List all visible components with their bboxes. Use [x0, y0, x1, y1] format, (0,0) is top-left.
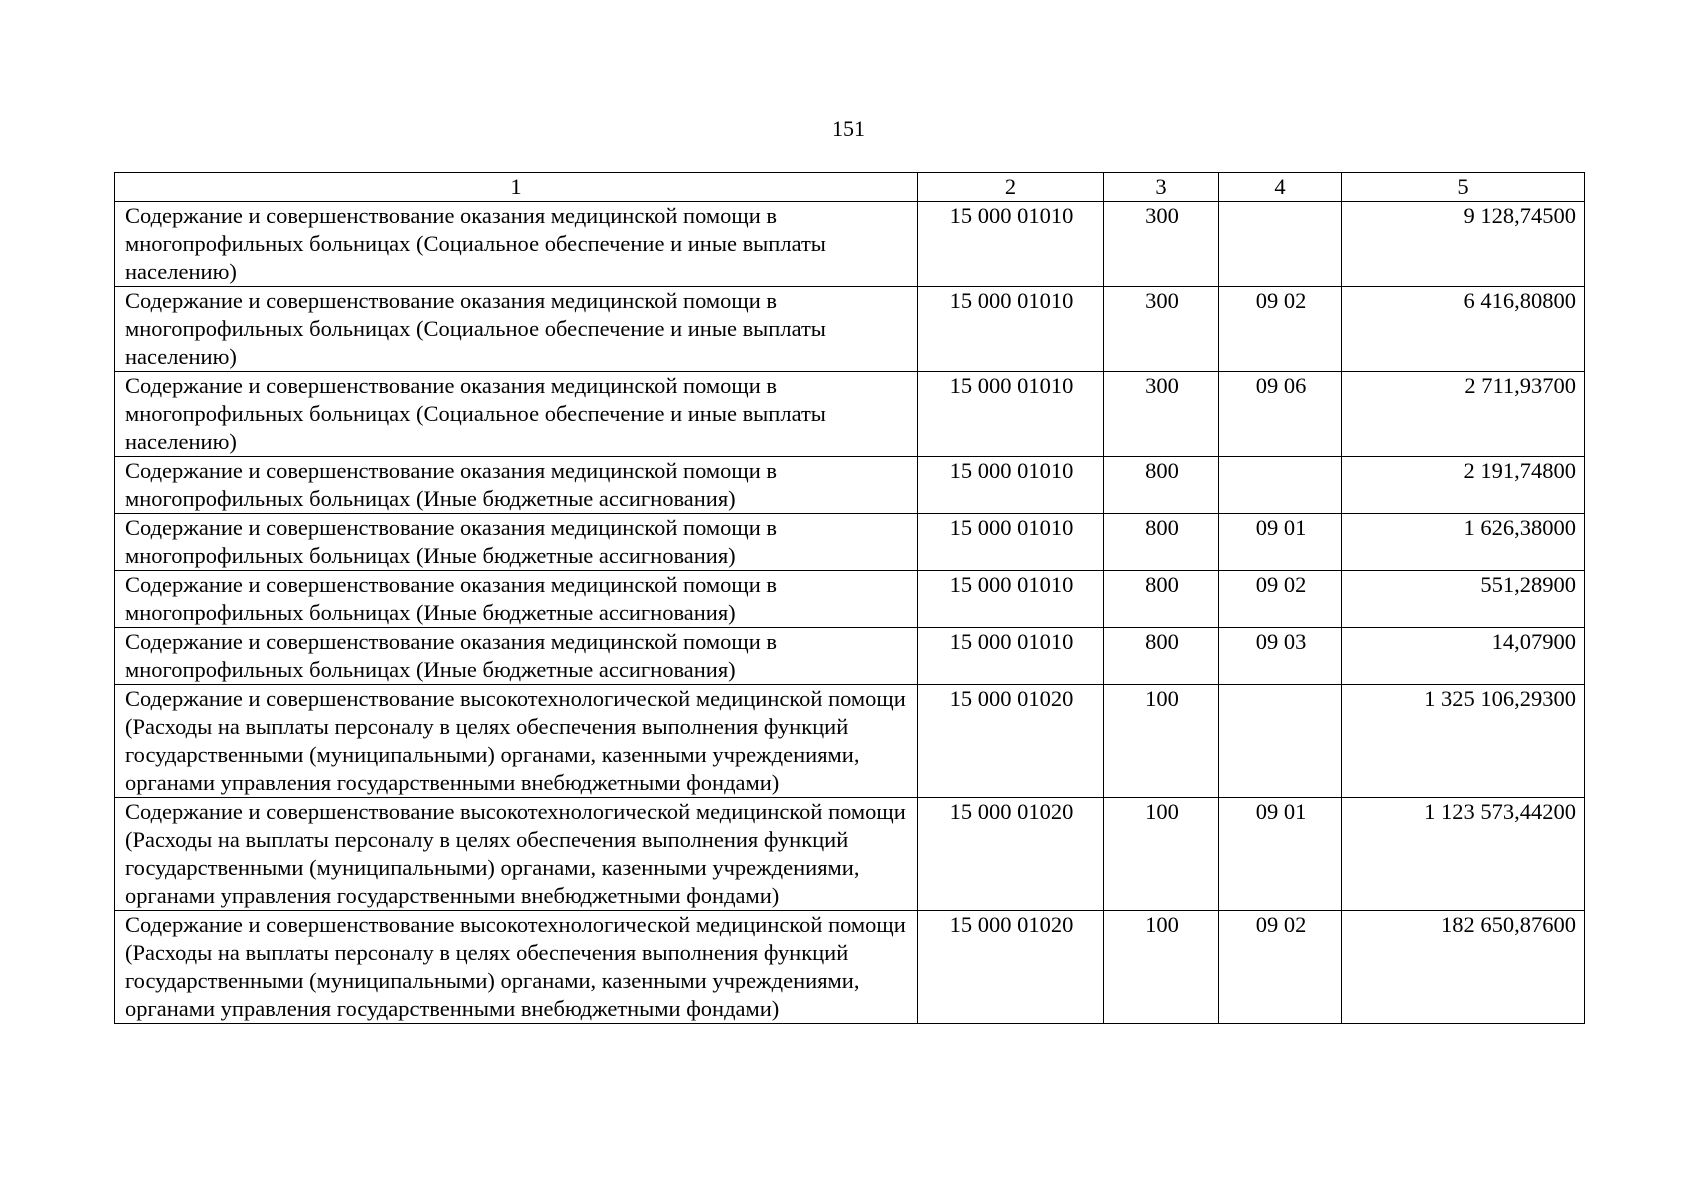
column-header-2: 2: [918, 173, 1104, 202]
row-code: 15 000 01020: [918, 798, 1104, 911]
row-name: Содержание и совершенствование оказания медицинской помощи в многопрофильных больницах (Иные бюджетные ассигнования): [115, 457, 918, 514]
budget-table: [114, 172, 1585, 1024]
row-code: 15 000 01020: [918, 685, 1104, 798]
row-amount: 2 191,74800: [1342, 457, 1585, 514]
row-section: [1219, 685, 1342, 798]
column-header-4: 4: [1219, 173, 1342, 202]
row-amount: 551,28900: [1342, 571, 1585, 628]
row-group: 800: [1104, 457, 1219, 514]
row-group: 800: [1104, 628, 1219, 685]
row-code: 15 000 01010: [918, 287, 1104, 372]
row-code: 15 000 01010: [918, 202, 1104, 287]
row-section: [1219, 457, 1342, 514]
row-section: 09 01: [1219, 514, 1342, 571]
row-code: 15 000 01010: [918, 514, 1104, 571]
header-row: [115, 173, 1585, 202]
table-row: [115, 202, 1585, 287]
table-row: [115, 798, 1585, 911]
row-group: 300: [1104, 372, 1219, 457]
table-row: [115, 457, 1585, 514]
row-section: 09 02: [1219, 571, 1342, 628]
row-code: 15 000 01010: [918, 571, 1104, 628]
row-amount: 6 416,80800: [1342, 287, 1585, 372]
row-amount: 14,07900: [1342, 628, 1585, 685]
row-amount: 182 650,87600: [1342, 911, 1585, 1024]
row-name: Содержание и совершенствование высокотехнологической медицинской помощи (Расходы на выплаты персоналу в целях обеспечения выполнения функций государственными (муниципальными) органами, казенными учреждениями, органами управления государственными внебюджетными фондами): [115, 911, 918, 1024]
column-header-3: 3: [1104, 173, 1219, 202]
row-amount: 9 128,74500: [1342, 202, 1585, 287]
row-group: 300: [1104, 287, 1219, 372]
row-section: 09 01: [1219, 798, 1342, 911]
row-name: Содержание и совершенствование оказания медицинской помощи в многопрофильных больницах (Иные бюджетные ассигнования): [115, 514, 918, 571]
row-code: 15 000 01020: [918, 911, 1104, 1024]
page-number: 151: [832, 116, 865, 141]
row-section: [1219, 202, 1342, 287]
row-amount: 1 325 106,29300: [1342, 685, 1585, 798]
row-name: Содержание и совершенствование высокотехнологической медицинской помощи (Расходы на выплаты персоналу в целях обеспечения выполнения функций государственными (муниципальными) органами, казенными учреждениями, органами управления государственными внебюджетными фондами): [115, 798, 918, 911]
row-name: Содержание и совершенствование оказания медицинской помощи в многопрофильных больницах (Социальное обеспечение и иные выплаты населению): [115, 202, 918, 287]
column-header-1: 1: [115, 173, 918, 202]
row-name: Содержание и совершенствование высокотехнологической медицинской помощи (Расходы на выплаты персоналу в целях обеспечения выполнения функций государственными (муниципальными) органами, казенными учреждениями, органами управления государственными внебюджетными фондами): [115, 685, 918, 798]
row-group: 100: [1104, 911, 1219, 1024]
row-amount: 2 711,93700: [1342, 372, 1585, 457]
row-section: 09 02: [1219, 911, 1342, 1024]
row-group: 100: [1104, 685, 1219, 798]
row-code: 15 000 01010: [918, 457, 1104, 514]
table-row: [115, 911, 1585, 1024]
row-code: 15 000 01010: [918, 628, 1104, 685]
table-row: [115, 685, 1585, 798]
row-name: Содержание и совершенствование оказания медицинской помощи в многопрофильных больницах (Иные бюджетные ассигнования): [115, 628, 918, 685]
row-section: 09 02: [1219, 287, 1342, 372]
row-amount: 1 123 573,44200: [1342, 798, 1585, 911]
table-row: [115, 287, 1585, 372]
row-amount: 1 626,38000: [1342, 514, 1585, 571]
table-row: [115, 628, 1585, 685]
row-group: 300: [1104, 202, 1219, 287]
row-group: 800: [1104, 571, 1219, 628]
row-group: 800: [1104, 514, 1219, 571]
row-code: 15 000 01010: [918, 372, 1104, 457]
row-section: 09 06: [1219, 372, 1342, 457]
table-row: [115, 514, 1585, 571]
column-header-5: 5: [1342, 173, 1585, 202]
row-name: Содержание и совершенствование оказания медицинской помощи в многопрофильных больницах (Социальное обеспечение и иные выплаты населению): [115, 287, 918, 372]
table-row: [115, 571, 1585, 628]
row-name: Содержание и совершенствование оказания медицинской помощи в многопрофильных больницах (Иные бюджетные ассигнования): [115, 571, 918, 628]
row-group: 100: [1104, 798, 1219, 911]
table-row: [115, 372, 1585, 457]
row-section: 09 03: [1219, 628, 1342, 685]
row-name: Содержание и совершенствование оказания медицинской помощи в многопрофильных больницах (Социальное обеспечение и иные выплаты населению): [115, 372, 918, 457]
